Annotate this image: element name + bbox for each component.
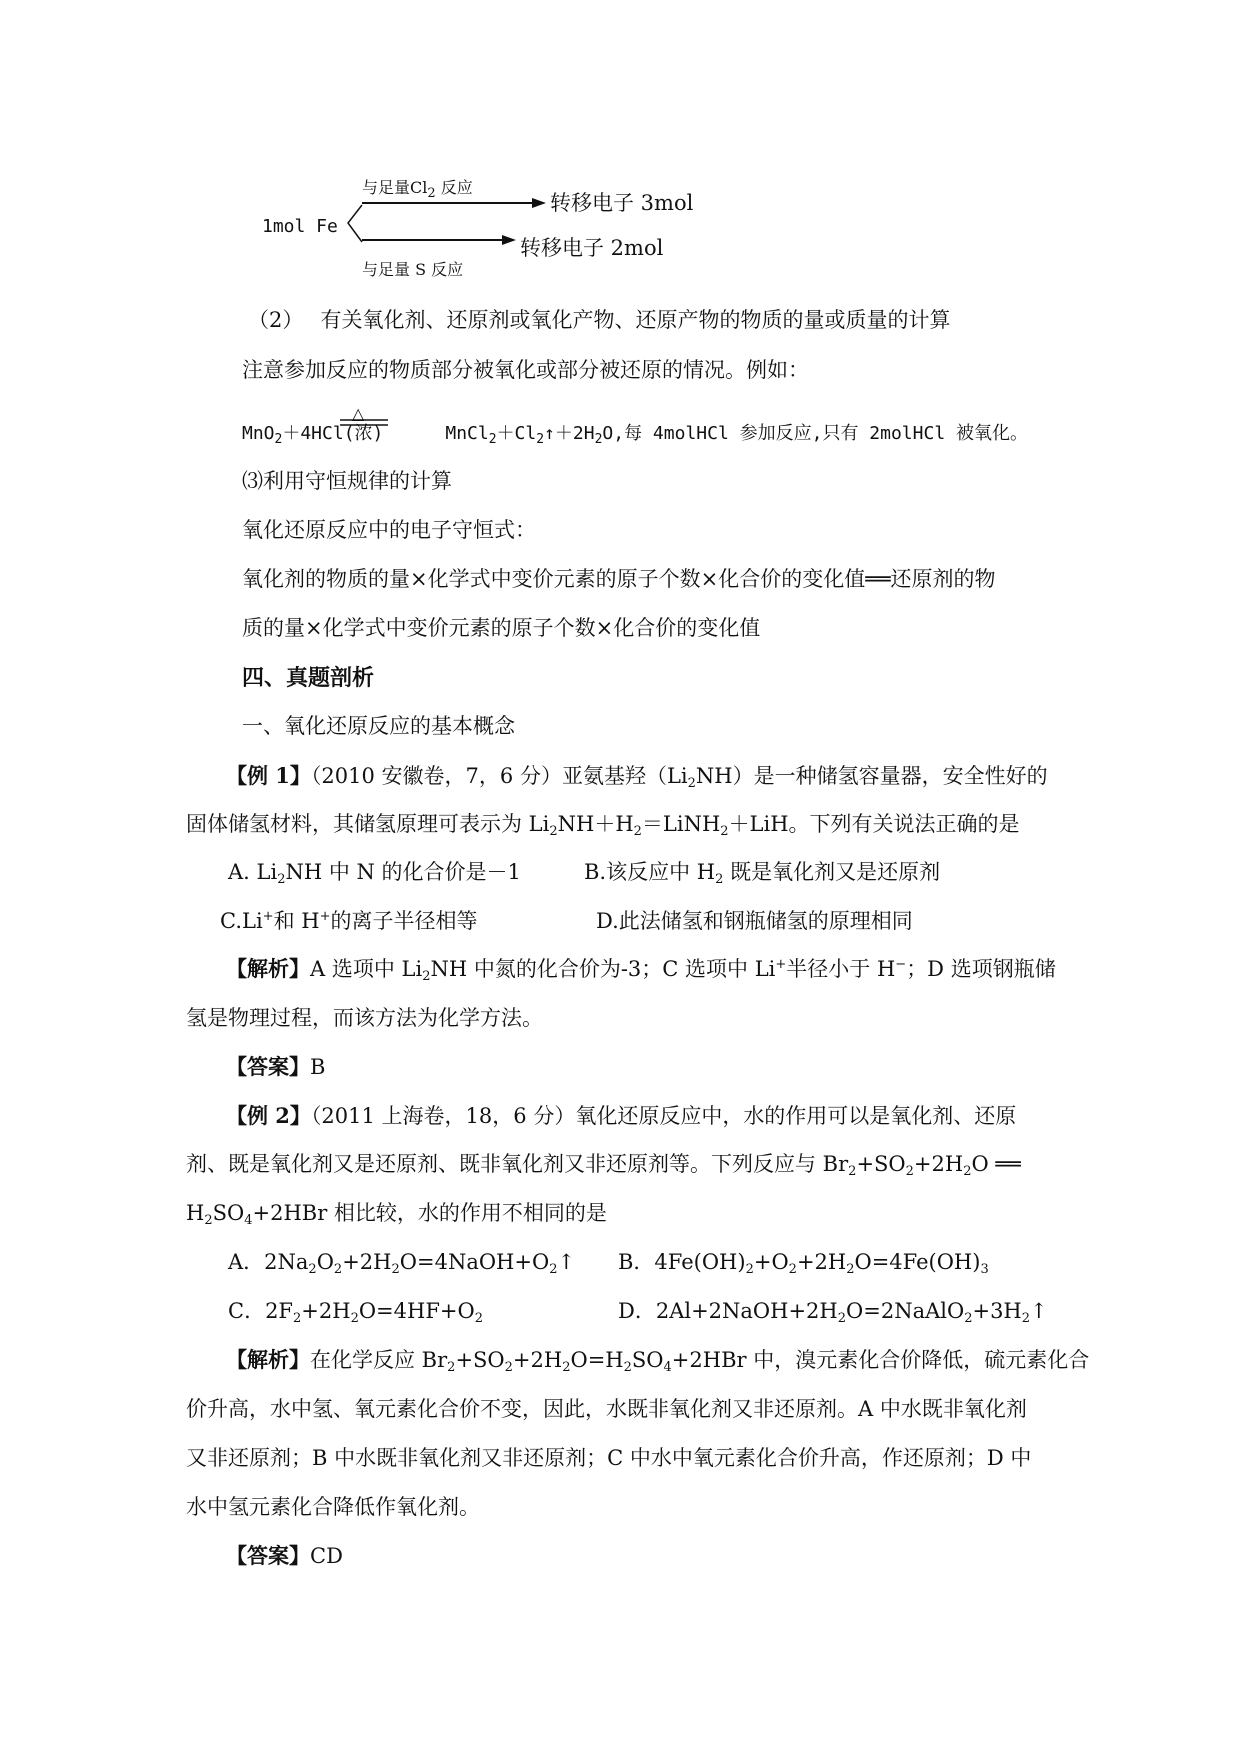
ex1-option-b: B.该反应中 $H_2$ 既是氧化剂又是还原剂: [584, 860, 941, 887]
ex1-analysis-line1: 【解析】A 选项中 $Li_2NH$ 中氮的化合价为-3；C 选项中 Li+半径小于 H−；D 选项钢瓶储: [226, 956, 1056, 984]
ex1-question-line2: 固体储氢材料，其储氢原理可表示为 $Li_2NH+H_2=LiNH_2+LiH$。下列有关说法正确的是: [186, 812, 1020, 839]
ex2-question-line2: 剂、既是氧化剂又是还原剂、既非氧化剂又非还原剂等。下列反应与 $Br_2+SO_2+2H_2O$ ══: [186, 1152, 1021, 1179]
sec2-equation: MnO$_2$＋4HCl(浓) $MnCl_2+Cl_2↑+2H_2O$,每 4molHCl 参加反应,只有 2molHCl 被氧化。: [242, 423, 1028, 447]
sec2-delta: △: [352, 404, 365, 423]
ex2-question-line3: $H_2SO_4+2HBr$ 相比较，水的作用不相同的是: [186, 1201, 607, 1228]
ex2-question-line1: 【例 2】（2011 上海卷，18，6 分）氧化还原反应中，水的作用可以是氧化剂、还原: [226, 1103, 1017, 1128]
sec2-heading: （2） 有关氧化剂、还原剂或氧化产物、还原产物的物质的量或质量的计算: [248, 308, 951, 332]
diagram-upper-condition: 与足量$Cl_2$ 反应: [362, 178, 473, 201]
part4-title: 四、真题剖析: [242, 665, 375, 691]
ex1-option-a: A. $Li_2NH$ 中 N 的化合价是－1: [228, 860, 521, 887]
ex2-option-c: C．$2F_2+2H_2O=4HF+O_2$: [228, 1299, 483, 1326]
ex1-option-d: D.此法储氢和钢瓶储氢的原理相同: [596, 909, 913, 933]
ex2-option-a: A．$2Na_2O_2+2H_2O=4NaOH+O_2↑$: [228, 1250, 576, 1277]
sec2-note: 注意参加反应的物质部分被氧化或部分被还原的情况。例如：: [242, 358, 809, 382]
sec3-formula-1: 氧化剂的物质的量×化学式中变价元素的原子个数×化合价的变化值══还原剂的物: [242, 567, 996, 591]
diagram-upper-result: 转移电子 3mol: [550, 191, 694, 215]
ex1-option-c: C.Li+和 H+的离子半径相等: [220, 909, 478, 933]
diagram-source: 1mol Fe: [262, 216, 338, 237]
ex2-analysis-line4: 水中氢元素化合降低作氧化剂。: [186, 1495, 480, 1519]
ex2-option-d: D．$2Al+2NaOH+2H_2O=2NaAlO_2+3H_2↑$: [618, 1299, 1048, 1326]
sec2-equals-sign: [0, 0, 1241, 440]
sec3-formula-2: 质的量×化学式中变价元素的原子个数×化合价的变化值: [242, 616, 761, 640]
part4-subtitle: 一、氧化还原反应的基本概念: [242, 714, 515, 738]
ex2-analysis-line3: 又非还原剂；B 中水既非氧化剂又非还原剂；C 中水中氧元素化合价升高，作还原剂；D 中: [186, 1446, 1032, 1470]
ex1-question-line1: 【例 1】（2010 安徽卷，7，6 分）亚氨基羟$(Li_2NH)$是一种储氢容量器，安全性好的: [226, 763, 1048, 791]
ex2-analysis-line1: 【解析】在化学反应 $Br_2+SO_2+2H_2O=H_2SO_4+2HBr$ 中，溴元素化合价降低，硫元素化合: [226, 1347, 1090, 1375]
diagram-lower-result: 转移电子 2mol: [520, 236, 664, 260]
ex2-analysis-line2: 价升高，水中氢、氧元素化合价不变，因此，水既非氧化剂又非还原剂。A 中水既非氧化剂: [186, 1397, 1027, 1421]
ex2-answer: 【答案】CD: [226, 1543, 343, 1568]
ex2-option-b: B．$4Fe(OH)_2+O_2+2H_2O=4Fe(OH)_3$: [618, 1250, 989, 1277]
sec3-heading: ⑶利用守恒规律的计算: [242, 469, 452, 493]
ex1-answer: 【答案】B: [226, 1054, 326, 1079]
sec3-intro: 氧化还原反应中的电子守恒式：: [242, 518, 536, 542]
ex1-analysis-line2: 氢是物理过程，而该方法为化学方法。: [186, 1006, 543, 1030]
diagram-lower-condition: 与足量 S 反应: [362, 260, 464, 279]
